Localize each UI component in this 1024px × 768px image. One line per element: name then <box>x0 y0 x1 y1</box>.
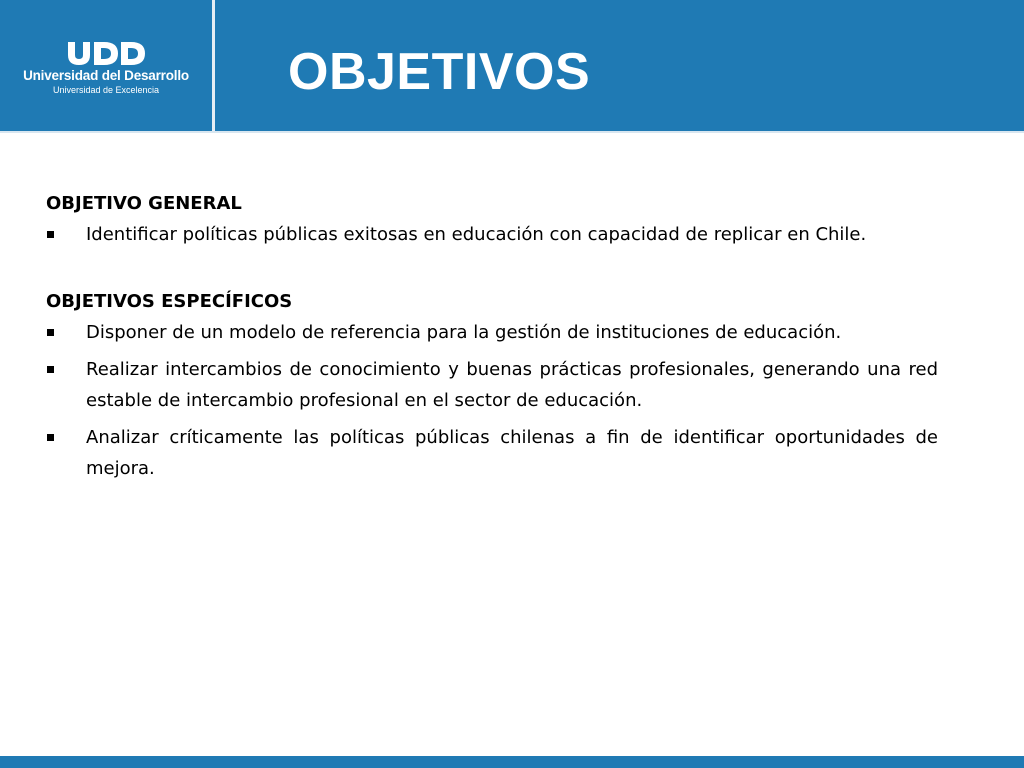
university-logo <box>0 0 212 131</box>
slide-content <box>46 188 938 490</box>
list-item-text: Analizar críticamente las políticas públicas chilenas a fin de identificar oportunidades de mejora. <box>86 427 938 479</box>
slide-title: OBJETIVOS <box>288 43 591 101</box>
header-banner <box>0 0 1024 133</box>
udd-logo-mark <box>66 40 146 66</box>
section-spacer <box>46 256 938 286</box>
university-name: Universidad del Desarrollo <box>23 68 189 83</box>
square-bullet-icon <box>47 329 54 336</box>
list-item-text: Realizar intercambios de conocimiento y buenas prácticas profesionales, generando una red estable de intercambio profesional en el sector de educación. <box>86 359 938 411</box>
general-objective-list <box>46 219 938 250</box>
square-bullet-icon <box>47 434 54 441</box>
list-item <box>46 422 938 484</box>
specific-objectives-heading: OBJETIVOS ESPECÍFICOS <box>46 291 293 312</box>
list-item <box>46 317 938 348</box>
footer-bar <box>0 756 1024 768</box>
square-bullet-icon <box>47 231 54 238</box>
university-tagline: Universidad de Excelencia <box>52 85 160 95</box>
square-bullet-icon <box>47 366 54 373</box>
list-item <box>46 354 938 416</box>
header-divider <box>212 0 215 131</box>
specific-objectives-list <box>46 317 938 484</box>
list-item <box>46 219 938 250</box>
list-item-text: Disponer de un modelo de referencia para la gestión de instituciones de educación. <box>86 322 842 343</box>
general-objective-heading: OBJETIVO GENERAL <box>46 193 242 214</box>
list-item-text: Identificar políticas públicas exitosas en educación con capacidad de replicar en Chile. <box>86 224 867 245</box>
